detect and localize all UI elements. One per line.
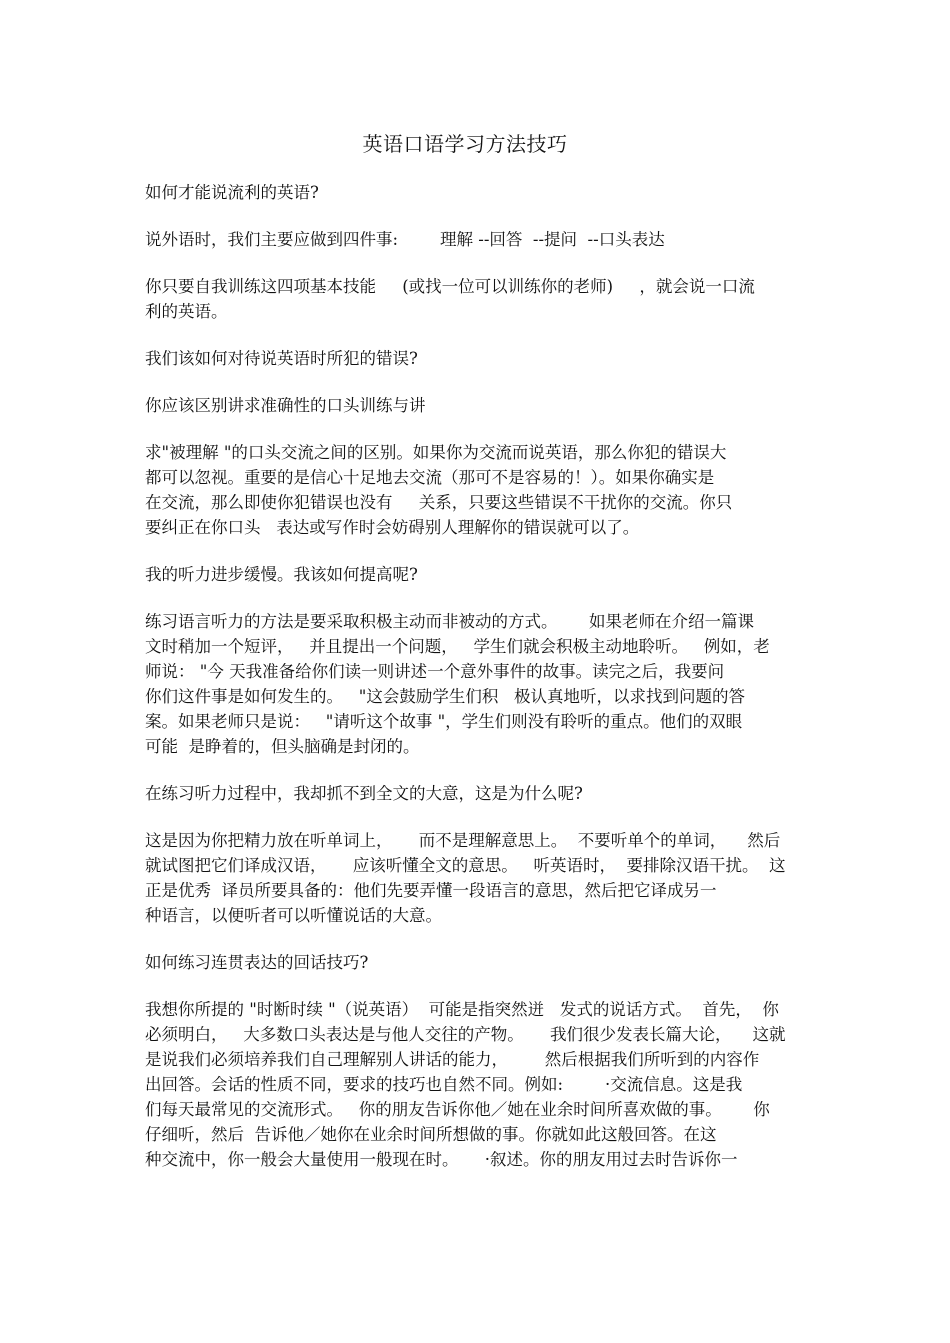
text-line: 都可以忽视。重要的是信心十足地去交流（那可不是容易的！）。如果你确实是 [145,468,715,487]
question-paragraph [145,346,810,371]
text-line: 正是优秀 译员所要具备的：他们先要弄懂一段语言的意思，然后把它译成另一 [145,881,717,900]
question-paragraph [145,950,810,975]
text-line: 说外语时，我们主要应做到四件事: 理解 --回答 --提问 --口头表达 [145,230,665,249]
text-line: 在练习听力过程中，我却抓不到全文的大意，这是为什么呢? [145,784,583,803]
body-paragraph [145,393,810,418]
text-line: 你应该区别讲求准确性的口头训练与讲 [145,396,426,415]
text-line: 我想你所提的 "时断时续 "（说英语） 可能是指突然迸 发式的说话方式。 首先， 你 [145,1000,779,1019]
body-paragraph [145,609,810,759]
document-body [145,180,810,1194]
question-paragraph [145,781,810,806]
text-line: 如何才能说流利的英语? [145,183,319,202]
text-line: 你只要自我训练这四项基本技能 (或找一位可以训练你的老师) ，就会说一口流 [145,277,755,296]
text-line: 我的听力进步缓慢。我该如何提高呢? [145,565,418,584]
text-line: 就试图把它们译成汉语， 应该听懂全文的意思。 听英语时， 要排除汉语干扰。 这 [145,856,786,875]
question-paragraph [145,562,810,587]
text-line: 你们这件事是如何发生的。 "这会鼓励学生们积 极认真地听，以求找到问题的答 [145,687,746,706]
text-line: 师说： "今 天我准备给你们读一则讲述一个意外事件的故事。读完之后，我要问 [145,662,725,681]
text-line: 种语言，以便听者可以听懂说话的大意。 [145,906,442,925]
text-line: 我们该如何对待说英语时所犯的错误? [145,349,418,368]
body-paragraph [145,227,810,252]
text-line: 们每天最常见的交流形式。 你的朋友告诉你他／她在业余时间所喜欢做的事。 你 [145,1100,770,1119]
body-paragraph [145,997,810,1172]
text-line: 是说我们必须培养我们自己理解别人讲话的能力， 然后根据我们所听到的内容作 [145,1050,760,1069]
text-line: 种交流中，你一般会大量使用一般现在时。 ·叙述。你的朋友用过去时告诉你一 [145,1150,738,1169]
text-line: 仔细听，然后 告诉他／她你在业余时间所想做的事。你就如此这般回答。在这 [145,1125,717,1144]
text-line: 练习语言听力的方法是要采取积极主动而非被动的方式。 如果老师在介绍一篇课 [145,612,754,631]
text-line: 在交流，那么即使你犯错误也没有 关系，只要这些错误不干扰你的交流。你只 [145,493,733,512]
question-paragraph [145,180,810,205]
text-line: 如何练习连贯表达的回话技巧? [145,953,369,972]
text-line: 可能 是睁着的，但头脑确是封闭的。 [145,737,420,756]
body-paragraph [145,440,810,540]
text-line: 文时稍加一个短评， 并且提出一个问题， 学生们就会积极主动地聆听。 例如，老 [145,637,770,656]
document-title: 英语口语学习方法技巧 [362,132,568,156]
body-paragraph [145,828,810,928]
body-paragraph [145,274,810,324]
text-line: 求"被理解 "的口头交流之间的区别。如果你为交流而说英语，那么你犯的错误大 [145,443,727,462]
text-line: 案。如果老师只是说： "请听这个故事 "，学生们则没有聆听的重点。他们的双眼 [145,712,743,731]
text-line: 出回答。会话的性质不同，要求的技巧也自然不同。例如: ·交流信息。这是我 [145,1075,743,1094]
text-line: 利的英语。 [145,302,228,321]
text-line: 要纠正在你口头 表达或写作时会妨碍别人理解你的错误就可以了。 [145,518,640,537]
text-line: 必须明白， 大多数口头表达是与他人交往的产物。 我们很少发表长篇大论， 这就 [145,1025,786,1044]
text-line: 这是因为你把精力放在听单词上， 而不是理解意思上。 不要听单个的单词， 然后 [145,831,781,850]
